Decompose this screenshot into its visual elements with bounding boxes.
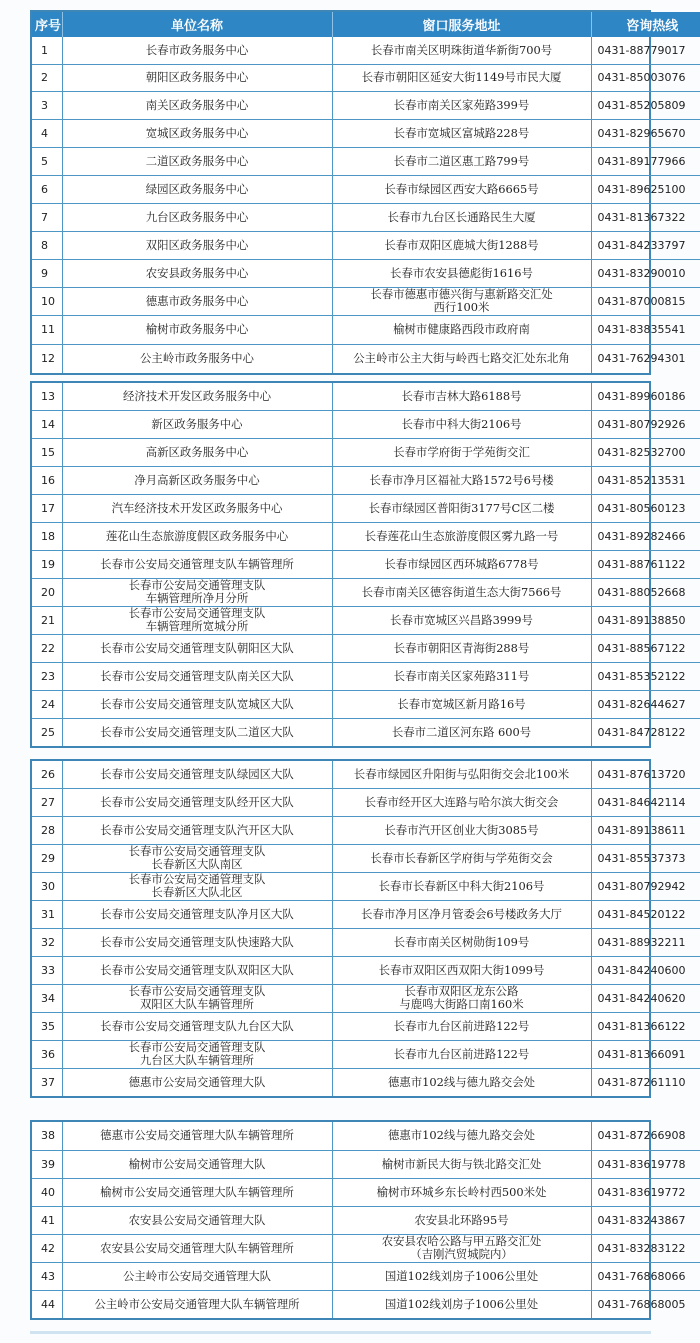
unit-name: 长春市公安局交通管理支队 九台区大队车辆管理所	[62, 1040, 332, 1068]
row-number: 11	[32, 315, 62, 344]
unit-name: 汽车经济技术开发区政务服务中心	[62, 494, 332, 522]
hotline-number: 0431-83283122	[591, 1234, 700, 1262]
table-row	[32, 928, 700, 956]
bottom-divider	[30, 1331, 651, 1334]
service-address: 长春市九台区长通路民生大厦	[332, 203, 591, 231]
header-address: 窗口服务地址	[332, 12, 591, 37]
service-address: 长春市绿园区西安大路6665号	[332, 175, 591, 203]
hotline-number: 0431-80792942	[591, 872, 700, 900]
table-row	[32, 466, 700, 494]
row-number: 9	[32, 259, 62, 287]
row-number: 30	[32, 872, 62, 900]
hotline-number: 0431-88567122	[591, 634, 700, 662]
unit-name: 九台区政务服务中心	[62, 203, 332, 231]
hotline-number: 0431-84728122	[597, 725, 686, 739]
unit-name: 长春市公安局交通管理支队 车辆管理所净月分所	[62, 578, 332, 606]
hotline-number: 0431-81367322	[591, 203, 700, 231]
hotline-number: 0431-88932211	[591, 928, 700, 956]
service-address: 长春市经开区大连路与哈尔滨大街交会	[332, 788, 591, 816]
hotline-number: 0431-88052668	[591, 578, 700, 606]
row-number: 35	[32, 1012, 62, 1040]
service-address: 国道102线刘房子1006公里处	[332, 1290, 591, 1318]
service-address: 长春市南关区家苑路311号	[332, 662, 591, 690]
service-address: 长春市绿园区升阳街与弘阳街交会北100米	[332, 761, 591, 788]
hotline-number: 0431-87613720	[591, 761, 700, 788]
unit-name: 长春市公安局交通管理支队朝阳区大队	[62, 634, 332, 662]
service-address: 国道102线刘房子1006公里处	[332, 1262, 591, 1290]
service-table	[32, 12, 700, 373]
service-address: 长春市宽城区新月路16号	[332, 690, 591, 718]
hotline-number: 0431-76868005	[597, 1297, 686, 1311]
service-table	[32, 383, 700, 746]
table-row	[32, 872, 700, 900]
unit-name: 德惠市公安局交通管理大队	[62, 1068, 332, 1096]
service-address: 长春市二道区河东路 600号	[332, 718, 591, 746]
service-address: 长春市南关区树勋街109号	[332, 928, 591, 956]
table-row	[32, 64, 700, 91]
row-number: 14	[32, 410, 62, 438]
row-number: 24	[32, 690, 62, 718]
service-address: 农安县农哈公路与甲五路交汇处 （吉刚汽贸城院内）	[332, 1234, 591, 1262]
row-number: 38	[32, 1122, 62, 1150]
hotline-number: 0431-82965670	[591, 119, 700, 147]
hotline-number: 0431-82644627	[591, 690, 700, 718]
row-number: 22	[32, 634, 62, 662]
table-row	[32, 1262, 700, 1290]
row-number: 31	[32, 900, 62, 928]
table-row	[32, 690, 700, 718]
table-block	[30, 1120, 686, 1320]
row-number: 27	[32, 788, 62, 816]
hotline-number: 0431-80792926	[591, 410, 700, 438]
service-address: 长春市净月区净月管委会6号楼政务大厅	[332, 900, 591, 928]
row-number: 3	[32, 91, 62, 119]
hotline-number: 0431-87000815	[591, 287, 700, 315]
row-number: 13	[32, 383, 62, 410]
row-number: 37	[32, 1068, 62, 1096]
header-seq: 序号	[32, 12, 62, 37]
row-number: 43	[32, 1262, 62, 1290]
service-address: 长春市净月区福祉大路1572号6号楼	[332, 466, 591, 494]
unit-name: 公主岭市政务服务中心	[62, 344, 332, 373]
unit-name: 经济技术开发区政务服务中心	[62, 383, 332, 410]
table-row	[32, 287, 700, 315]
row-number: 16	[32, 466, 62, 494]
unit-name: 农安县公安局交通管理大队车辆管理所	[62, 1234, 332, 1262]
table-row	[32, 900, 700, 928]
unit-name: 长春市公安局交通管理支队经开区大队	[62, 788, 332, 816]
hotline-number: 0431-89960186	[591, 383, 700, 410]
row-number: 20	[32, 578, 62, 606]
unit-name: 长春市政务服务中心	[62, 37, 332, 64]
table-row	[32, 119, 700, 147]
table-row	[32, 718, 700, 746]
table-row	[32, 984, 700, 1012]
service-address: 长春市绿园区西环城路6778号	[332, 550, 591, 578]
unit-name: 长春市公安局交通管理支队宽城区大队	[62, 690, 332, 718]
table-row	[32, 761, 700, 788]
unit-name: 绿园区政务服务中心	[62, 175, 332, 203]
row-number: 36	[32, 1040, 62, 1068]
table-row	[32, 550, 700, 578]
table-row	[32, 1290, 700, 1318]
table-row	[32, 147, 700, 175]
table-row	[32, 203, 700, 231]
row-number: 25	[32, 718, 62, 746]
row-number: 17	[32, 494, 62, 522]
table-row	[32, 315, 700, 344]
header-name: 单位名称	[62, 12, 332, 37]
table-row	[32, 1206, 700, 1234]
unit-name: 长春市公安局交通管理支队二道区大队	[62, 718, 332, 746]
service-address: 长春莲花山生态旅游度假区雾九路一号	[332, 522, 591, 550]
service-address: 长春市双阳区西双阳大街1099号	[332, 956, 591, 984]
row-number: 41	[32, 1206, 62, 1234]
row-number: 1	[32, 37, 62, 64]
service-table	[32, 761, 700, 1096]
row-number: 32	[32, 928, 62, 956]
unit-name: 高新区政务服务中心	[62, 438, 332, 466]
hotline-number: 0431-84520122	[591, 900, 700, 928]
hotline-number: 0431-81366091	[591, 1040, 700, 1068]
row-number: 6	[32, 175, 62, 203]
service-address: 长春市宽城区富城路228号	[332, 119, 591, 147]
unit-name: 二道区政务服务中心	[62, 147, 332, 175]
unit-name: 长春市公安局交通管理支队车辆管理所	[62, 550, 332, 578]
unit-name: 朝阳区政务服务中心	[62, 64, 332, 91]
unit-name: 长春市公安局交通管理支队汽开区大队	[62, 816, 332, 844]
hotline-number: 0431-84233797	[591, 231, 700, 259]
unit-name: 长春市公安局交通管理支队南关区大队	[62, 662, 332, 690]
table-row	[32, 344, 700, 373]
hotline-number: 0431-85537373	[591, 844, 700, 872]
service-address: 榆树市新民大街与铁北路交汇处	[332, 1150, 591, 1178]
service-address: 长春市宽城区兴昌路3999号	[332, 606, 591, 634]
row-number: 23	[32, 662, 62, 690]
unit-name: 农安县公安局交通管理大队	[62, 1206, 332, 1234]
hotline-number: 0431-83619772	[591, 1178, 700, 1206]
unit-name: 榆树市政务服务中心	[62, 315, 332, 344]
service-address: 长春市九台区前进路122号	[332, 1040, 591, 1068]
hotline-number: 0431-85352122	[591, 662, 700, 690]
row-number: 7	[32, 203, 62, 231]
service-address: 长春市朝阳区延安大街1149号市民大厦	[332, 64, 591, 91]
table-row	[32, 1234, 700, 1262]
row-number: 40	[32, 1178, 62, 1206]
service-address: 长春市学府街于学苑街交汇	[332, 438, 591, 466]
row-number: 12	[32, 344, 62, 373]
unit-name: 德惠市公安局交通管理大队车辆管理所	[62, 1122, 332, 1150]
unit-name: 双阳区政务服务中心	[62, 231, 332, 259]
hotline-number: 0431-89282466	[591, 522, 700, 550]
unit-name: 南关区政务服务中心	[62, 91, 332, 119]
table-row	[32, 522, 700, 550]
service-address: 公主岭市公主大街与岭西七路交汇处东北角	[332, 344, 591, 373]
service-address: 长春市二道区惠工路799号	[332, 147, 591, 175]
table-row	[32, 1040, 700, 1068]
table-row	[32, 816, 700, 844]
unit-name: 长春市公安局交通管理支队双阳区大队	[62, 956, 332, 984]
service-address: 长春市双阳区鹿城大街1288号	[332, 231, 591, 259]
service-address: 长春市绿园区普阳街3177号C区二楼	[332, 494, 591, 522]
service-address: 长春市朝阳区青海街288号	[332, 634, 591, 662]
unit-name: 农安县政务服务中心	[62, 259, 332, 287]
table-row	[32, 956, 700, 984]
service-address: 德惠市102线与德九路交会处	[332, 1068, 591, 1096]
table-row	[32, 259, 700, 287]
service-address: 榆树市环城乡东长岭村西500米处	[332, 1178, 591, 1206]
row-number: 33	[32, 956, 62, 984]
service-address: 长春市汽开区创业大街3085号	[332, 816, 591, 844]
hotline-number: 0431-89138850	[591, 606, 700, 634]
table-row	[32, 1122, 700, 1150]
unit-name: 长春市公安局交通管理支队 长春新区大队南区	[62, 844, 332, 872]
service-address: 长春市南关区家苑路399号	[332, 91, 591, 119]
hotline-number: 0431-89138611	[591, 816, 700, 844]
unit-name: 莲花山生态旅游度假区政务服务中心	[62, 522, 332, 550]
unit-name: 长春市公安局交通管理支队净月区大队	[62, 900, 332, 928]
row-number: 34	[32, 984, 62, 1012]
hotline-number: 0431-81366122	[591, 1012, 700, 1040]
header-phone: 咨询热线	[591, 12, 700, 37]
row-number: 8	[32, 231, 62, 259]
table-row	[32, 844, 700, 872]
unit-name: 榆树市公安局交通管理大队车辆管理所	[62, 1178, 332, 1206]
row-number: 10	[32, 287, 62, 315]
hotline-number: 0431-85003076	[591, 64, 700, 91]
unit-name: 德惠市政务服务中心	[62, 287, 332, 315]
hotline-number: 0431-82532700	[591, 438, 700, 466]
service-address: 农安县北环路95号	[332, 1206, 591, 1234]
service-address: 长春市南关区德容街道生态大街7566号	[332, 578, 591, 606]
row-number: 26	[32, 761, 62, 788]
table-row	[32, 788, 700, 816]
row-number: 19	[32, 550, 62, 578]
hotline-number: 0431-89177966	[591, 147, 700, 175]
unit-name: 长春市公安局交通管理支队 长春新区大队北区	[62, 872, 332, 900]
row-number: 21	[32, 606, 62, 634]
hotline-number: 0431-84240620	[591, 984, 700, 1012]
table-block	[30, 381, 686, 748]
service-address: 长春市吉林大路6188号	[332, 383, 591, 410]
hotline-number: 0431-88779017	[591, 37, 700, 64]
hotline-number: 0431-76294301	[597, 352, 686, 366]
hotline-number: 0431-87266908	[591, 1122, 700, 1150]
unit-name: 长春市公安局交通管理支队 双阳区大队车辆管理所	[62, 984, 332, 1012]
hotline-number: 0431-89625100	[591, 175, 700, 203]
table-block	[30, 10, 686, 375]
unit-name: 长春市公安局交通管理支队九台区大队	[62, 1012, 332, 1040]
unit-name: 宽城区政务服务中心	[62, 119, 332, 147]
hotline-number: 0431-83619778	[591, 1150, 700, 1178]
table-row	[32, 383, 700, 410]
table-row	[32, 578, 700, 606]
row-number: 2	[32, 64, 62, 91]
service-address: 长春市长春新区学府街与学苑街交会	[332, 844, 591, 872]
hotline-number: 0431-80560123	[591, 494, 700, 522]
hotline-number: 0431-84240600	[591, 956, 700, 984]
hotline-number: 0431-85213531	[591, 466, 700, 494]
table-row	[32, 1012, 700, 1040]
row-number: 42	[32, 1234, 62, 1262]
table-row	[32, 634, 700, 662]
unit-name: 公主岭市公安局交通管理大队车辆管理所	[62, 1290, 332, 1318]
table-row	[32, 1178, 700, 1206]
service-address: 德惠市102线与德九路交会处	[332, 1122, 591, 1150]
hotline-number: 0431-87261110	[597, 1075, 686, 1089]
service-address: 榆树市健康路西段市政府南	[332, 315, 591, 344]
unit-name: 净月高新区政务服务中心	[62, 466, 332, 494]
hotline-number: 0431-84642114	[591, 788, 700, 816]
unit-name: 新区政务服务中心	[62, 410, 332, 438]
table-row	[32, 1068, 700, 1096]
unit-name: 长春市公安局交通管理支队快速路大队	[62, 928, 332, 956]
table-row	[32, 37, 700, 64]
row-number: 29	[32, 844, 62, 872]
service-address: 长春市长春新区中科大街2106号	[332, 872, 591, 900]
table-row	[32, 175, 700, 203]
unit-name: 长春市公安局交通管理支队 车辆管理所宽城分所	[62, 606, 332, 634]
unit-name: 榆树市公安局交通管理大队	[62, 1150, 332, 1178]
service-address: 长春市九台区前进路122号	[332, 1012, 591, 1040]
hotline-number: 0431-76868066	[591, 1262, 700, 1290]
service-address: 长春市双阳区龙东公路 与鹿鸣大街路口南160米	[332, 984, 591, 1012]
hotline-number: 0431-88761122	[591, 550, 700, 578]
table-row	[32, 91, 700, 119]
table-row	[32, 494, 700, 522]
unit-name: 公主岭市公安局交通管理大队	[62, 1262, 332, 1290]
table-block	[30, 759, 686, 1098]
service-address: 长春市德惠市德兴街与惠新路交汇处 西行100米	[332, 287, 591, 315]
table-header-row	[32, 12, 700, 37]
row-number: 15	[32, 438, 62, 466]
row-number: 4	[32, 119, 62, 147]
service-table	[32, 1122, 700, 1318]
row-number: 18	[32, 522, 62, 550]
row-number: 39	[32, 1150, 62, 1178]
row-number: 5	[32, 147, 62, 175]
hotline-number: 0431-85205809	[591, 91, 700, 119]
table-row	[32, 606, 700, 634]
hotline-number: 0431-83243867	[591, 1206, 700, 1234]
table-row	[32, 231, 700, 259]
row-number: 28	[32, 816, 62, 844]
unit-name: 长春市公安局交通管理支队绿园区大队	[62, 761, 332, 788]
service-address: 长春市农安县德彪街1616号	[332, 259, 591, 287]
service-address: 长春市中科大街2106号	[332, 410, 591, 438]
hotline-number: 0431-83835541	[591, 315, 700, 344]
table-row	[32, 410, 700, 438]
row-number: 44	[32, 1290, 62, 1318]
hotline-number: 0431-83290010	[591, 259, 700, 287]
table-row	[32, 662, 700, 690]
service-address: 长春市南关区明珠街道华新街700号	[332, 37, 591, 64]
table-row	[32, 1150, 700, 1178]
table-row	[32, 438, 700, 466]
